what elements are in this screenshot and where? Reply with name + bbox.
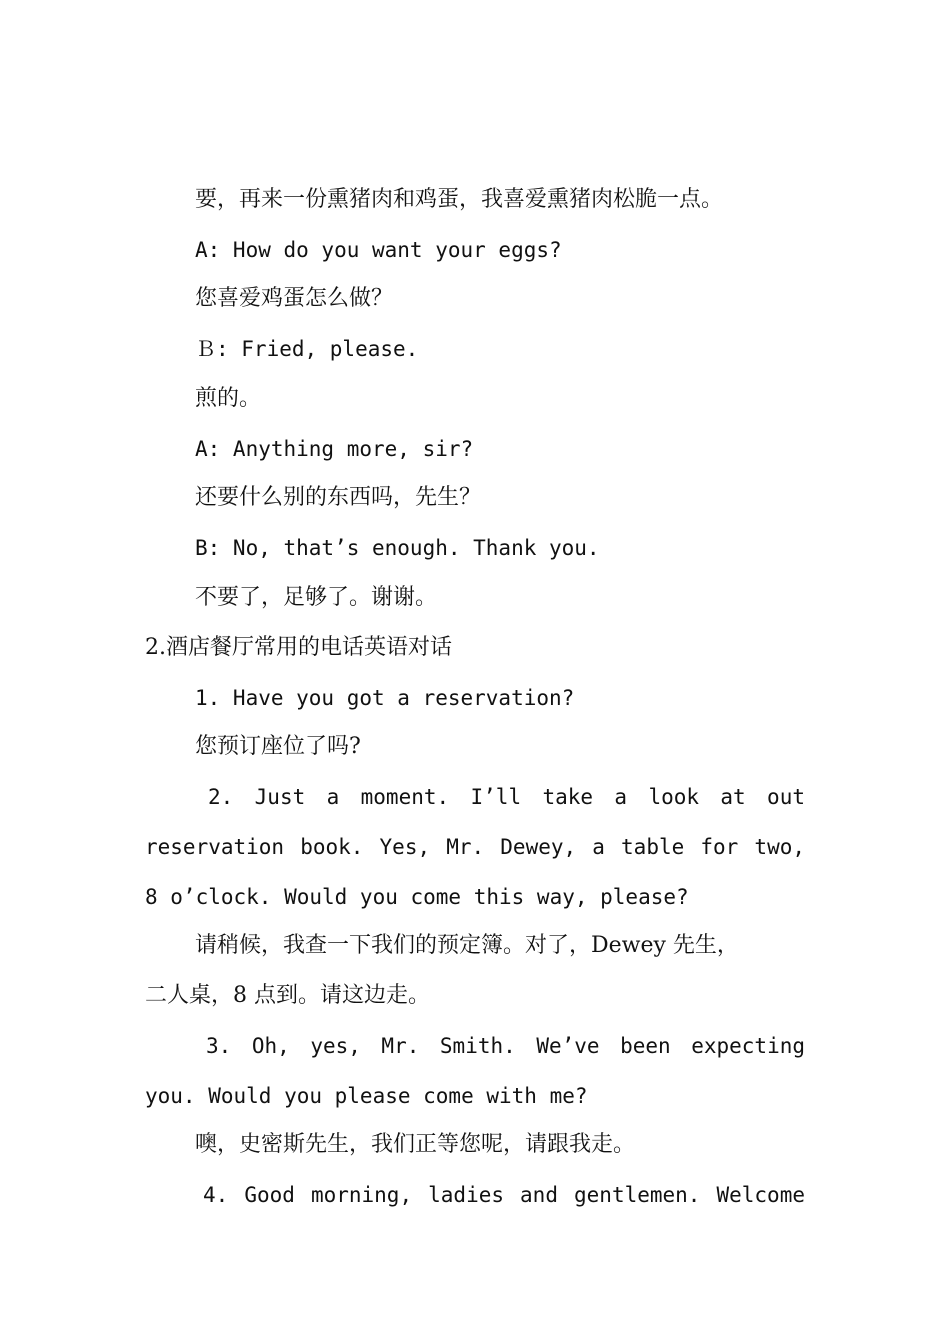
paragraph-line: 您预订座位了吗? [195, 734, 361, 759]
paragraph-line: 不要了，足够了。谢谢。 [195, 585, 438, 610]
paragraph-line: 请稍候，我查一下我们的预定簿。对了，Dewey 先生， [195, 933, 739, 958]
paragraph-line: 二人桌，8 点到。请这边走。 [145, 983, 430, 1008]
paragraph-line: 8 o’clock. Would you come this way, please? [145, 885, 689, 909]
paragraph-line: 还要什么别的东西吗，先生？ [195, 485, 482, 510]
paragraph-line: reservation book. Yes, Mr. Dewey, a table for two, [145, 835, 805, 859]
paragraph-line: 煎的。 [195, 386, 262, 411]
paragraph-line: 要，再来一份熏猪肉和鸡蛋，我喜爱熏猪肉松脆一点。 [195, 187, 724, 212]
paragraph-line: 4. Good morning, ladies and gentlemen. Welcome [203, 1183, 805, 1207]
paragraph-line: 2. Just a moment. I’ll take a look at out [208, 785, 805, 809]
paragraph-line: A: How do you want your eggs? [195, 238, 562, 262]
paragraph-line: A: Anything more, sir? [195, 437, 474, 461]
paragraph-line: Ｂ: Fried, please. [195, 337, 419, 361]
paragraph-line: 噢，史密斯先生，我们正等您呢，请跟我走。 [195, 1132, 636, 1157]
paragraph-line: 3. Oh, yes, Mr. Smith. We’ve been expecting [206, 1034, 805, 1058]
paragraph-line: you. Would you please come with me? [145, 1084, 588, 1108]
section-heading: 2.酒店餐厅常用的电话英语对话 [145, 635, 452, 660]
paragraph-line: 1. Have you got a reservation? [195, 686, 575, 710]
paragraph-line: B: No, that’s enough. Thank you. [195, 536, 600, 560]
paragraph-line: 您喜爱鸡蛋怎么做？ [195, 286, 394, 311]
